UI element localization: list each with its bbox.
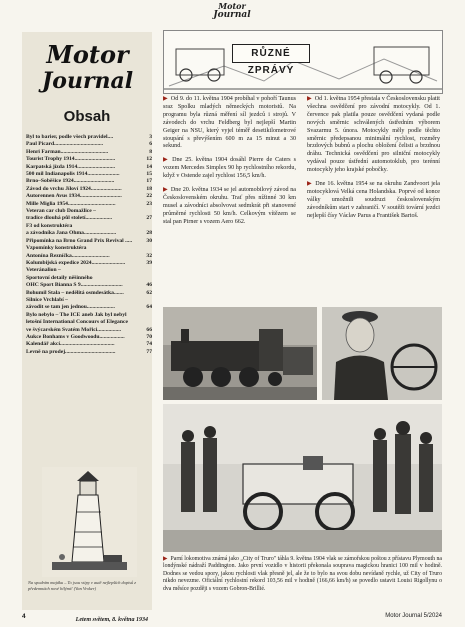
toc-item xyxy=(26,312,152,319)
toc-item-title: Aukce Bonhams v Goodwoodu.................. xyxy=(26,333,125,340)
toc-item-page: 77 xyxy=(146,348,152,355)
toc-item-title: Henri Farman.................................. xyxy=(26,148,109,155)
toc-item xyxy=(26,341,152,348)
toc-item-page: 70 xyxy=(146,333,152,340)
toc-item xyxy=(26,193,152,200)
news-item xyxy=(307,181,440,221)
toc-item xyxy=(26,201,152,208)
locomotive-photo-icon xyxy=(163,307,317,400)
news-column-left xyxy=(163,96,296,233)
toc-item-title: 500 mil Indianapolis 1914....................... xyxy=(26,171,120,178)
toc-item xyxy=(26,267,152,274)
toc-item-title: Tourist Trophy 1914............................. xyxy=(26,156,116,163)
toc-item-title: Kolumbijská expedice 2024........................ xyxy=(26,259,126,266)
caption-bullet-icon: ▶ xyxy=(163,556,168,562)
header-logo xyxy=(204,2,260,22)
toc-item-title: Veteran car club Domažlice – xyxy=(26,208,96,215)
toc-item-page: 39 xyxy=(146,259,152,266)
sidebar-date-line: Letem světem, 8. května 1934 xyxy=(75,617,148,623)
toc-item-page: 28 xyxy=(146,230,152,237)
toc-item xyxy=(26,238,152,245)
toc-item xyxy=(26,290,152,297)
toc-item-title: Antonína Řezníčka........................... xyxy=(26,252,110,259)
header-logo-line2: Journal xyxy=(213,10,251,20)
toc-item-title: Závod do vrchu Jíloví 1924...................... xyxy=(26,185,122,192)
news-bullet-icon: ▶ xyxy=(307,96,312,102)
toc-item-title: Autorennen Avus 1934.............................. xyxy=(26,193,122,200)
toc-item xyxy=(26,245,152,252)
toc-item xyxy=(26,253,152,260)
news-item xyxy=(163,96,296,151)
table-of-contents xyxy=(26,134,152,356)
page-number: 4 xyxy=(22,613,26,620)
toc-item-title: Silnice Vrchlabí – xyxy=(26,296,68,303)
toc-item-title: tradice dlouhá půl století................... xyxy=(26,215,113,222)
toc-item-page: 46 xyxy=(146,282,152,289)
toc-item xyxy=(26,134,152,141)
toc-item-title: Veteránalion – xyxy=(26,267,61,274)
toc-item-page: 74 xyxy=(146,341,152,348)
toc-item-page: 6 xyxy=(149,141,152,148)
toc-item xyxy=(26,156,152,163)
toc-item-title: Karpatská jízda 1914........................... xyxy=(26,163,116,170)
toc-item-page: 23 xyxy=(146,200,152,207)
news-bullet-icon: ▶ xyxy=(163,96,168,102)
race-car-photo-icon xyxy=(163,404,442,552)
magazine-issue: Motor Journal 5/2024 xyxy=(385,613,442,619)
news-item xyxy=(307,96,440,175)
toc-item-title: Kalendář akcí....................................... xyxy=(26,341,115,348)
toc-item xyxy=(26,171,152,178)
toc-item-page: 15 xyxy=(146,171,152,178)
sidebar-logo-line1: Motor xyxy=(46,40,129,69)
toc-item-title: Sportovní detaily něšinného xyxy=(26,274,93,281)
toc-item-page: 3 xyxy=(149,134,152,140)
toc-item-title: Vzpomínky konstruktéra xyxy=(26,245,87,252)
toc-item-page: 12 xyxy=(146,156,152,163)
contents-sidebar xyxy=(22,32,152,623)
news-item-text: Od 1. května 1954 přestala v Československu platit všechna osvědčení pro závodní motocykly. Od 1. července pak platila pouze osvědčení vydaná podle nových směrnic schválených ústředním výborem Svazarmu 5. února. Motocykly měly podle těchto směrnic předepsanou minimální rychlost, rozměry brzdových bubnů a plochu obložení čelisti a brzdnou dráhu. Technická osvědčení pro silniční motocykly vydával pouze ústřední automotoklub, pro terénní motocykly jeho krajské pobočky. xyxy=(307,96,440,174)
toc-item xyxy=(26,164,152,171)
toc-item xyxy=(26,319,152,326)
toc-item-page: 66 xyxy=(146,326,152,333)
lighthouse-illustration-icon xyxy=(42,467,137,577)
toc-item-title: závodit se tam jen jednou.................... xyxy=(26,304,115,311)
news-item-text: Dne 25. května 1904 dosáhl Pierre de Caters s vozem Mercedes Simplex 90 hp rychlostního rekordu, když v Ostende zajel rychlost 156,5 km/h. xyxy=(163,157,296,180)
toc-item-page: 22 xyxy=(146,193,152,200)
driver-portrait-photo-icon xyxy=(322,307,442,400)
toc-item xyxy=(26,260,152,267)
toc-item-page: 32 xyxy=(146,252,152,259)
toc-item-title: Paul Picard................................... xyxy=(26,141,104,148)
toc-item xyxy=(26,215,152,222)
news-bullet-icon: ▶ xyxy=(163,187,168,194)
toc-item-title: OHC Sport Bianna S 9.............................. xyxy=(26,282,123,289)
toc-item-page: 64 xyxy=(146,304,152,311)
toc-item-title: letošní International Concours of Elegance xyxy=(26,319,128,326)
toc-item-page: 30 xyxy=(146,237,152,244)
sidebar-logo xyxy=(30,42,145,106)
toc-item xyxy=(26,186,152,193)
toc-item xyxy=(26,349,152,356)
toc-item-title: a závodníka Jana Ohma....................... xyxy=(26,230,117,237)
toc-item xyxy=(26,223,152,230)
toc-item xyxy=(26,178,152,185)
header-logo-line1: Motor xyxy=(218,1,246,11)
toc-item-page: 18 xyxy=(146,185,152,192)
toc-item-title: Připomínka na Brno Grand Prix Revival ..... xyxy=(26,237,133,244)
news-item-text: Dne 20. května 1934 se jel automobilový závod na Československém okruhu. Trať přes nížinné 30 km musel a závodníci absolvovat sedmkrát při stanovené průměrné rychlosti 50 km/h. Celkovým vítězem se stal pan Pirner s vozem Aero 662. xyxy=(163,187,296,225)
lighthouse-caption: Na spodním majáku – To jsou vtipy v autě nejlepších dopisů z předemnách nové bílými! (Van Vroker) xyxy=(28,580,137,591)
news-item xyxy=(163,157,296,181)
photo-caption xyxy=(163,556,442,593)
news-item-text: Od 9. do 11. května 1904 probíhal v pohoří Taunus sraz Spolku mladých německých motoristů. Na programu byla různá měření síl jezdců i strojů. V závodech do vrchu Feldberg byl nejlepší Martin Geiger na NSU, který vyjel téměř desetikilometrové stoupání s převýšením 600 m za 15 minut a 30 sekund. xyxy=(163,96,297,150)
toc-item-title: Brno–Soběšice 1924............................. xyxy=(26,178,115,185)
news-item-text: Dne 16. května 1954 se na okruhu Zandvoort jela motocyklová Velká cena Holandska. Poprvé od konce války umožnili soudruzi československým závodníkům start v zahraničí. V soutěži tovární jezdci nejlepší čísy Václav Parus a František Bartoš. xyxy=(307,181,440,219)
toc-item xyxy=(26,275,152,282)
photo-caption-text: Parní lokomotiva známá jako „City of Truro" táhla 9. května 1904 vlak se zámořskou poštou z přístavu Plymouth na londýnské nádraží Paddington. Jako první vozidlo v historii překonala souprava magickou hranici 100 mil v hodině. Dodnes se vedou spory, jakou rychlosti vlak přesně jel, ale že to bylo na svou dobu nevídaně rychle, už City of Truro nikdo nevezme. Oficiální rychlostní rekord 103,56 mil v hodině (166,66 km/h) se povedlo ustavit Louisi Rigollynu o dva měsíce později s vozem Gobron-Brillié. xyxy=(163,556,442,592)
toc-item-title: Mille Miglia 1954.................................. xyxy=(26,200,116,207)
toc-item-page: 27 xyxy=(146,215,152,222)
toc-item-page: 17 xyxy=(146,178,152,185)
toc-item xyxy=(26,327,152,334)
news-item xyxy=(163,187,296,227)
toc-item-title: Levně na prodej.................................... xyxy=(26,348,116,355)
toc-item xyxy=(26,141,152,148)
toc-item-page: 14 xyxy=(146,163,152,170)
toc-item-title: Bohumil Stala – nedělitá osmdesátka....... xyxy=(26,289,124,296)
toc-item xyxy=(26,282,152,289)
news-bullet-icon: ▶ xyxy=(163,157,170,164)
news-bullet-icon: ▶ xyxy=(307,181,313,188)
section-title: RŮZNÉ ZPRÁVY xyxy=(232,44,310,63)
toc-title: Obsah xyxy=(63,108,111,125)
toc-item-title: F3 od konstruktéra xyxy=(26,222,73,229)
toc-item xyxy=(26,334,152,341)
toc-item-page: 62 xyxy=(146,289,152,296)
toc-item xyxy=(26,304,152,311)
toc-item-title: Bylo nebylo – The ICE aneb Jak byl nebyl xyxy=(26,311,127,318)
toc-item xyxy=(26,149,152,156)
toc-item xyxy=(26,208,152,215)
toc-item-title: ve švýcarském Svatém Mořici................. xyxy=(26,326,122,333)
news-column-right xyxy=(307,96,440,227)
toc-item xyxy=(26,297,152,304)
toc-item-page: 8 xyxy=(149,148,152,155)
sidebar-logo-line2: Journal xyxy=(41,68,134,94)
toc-item xyxy=(26,230,152,237)
toc-item-title: Byl to barier, podle všech pravidel.... xyxy=(26,134,114,140)
